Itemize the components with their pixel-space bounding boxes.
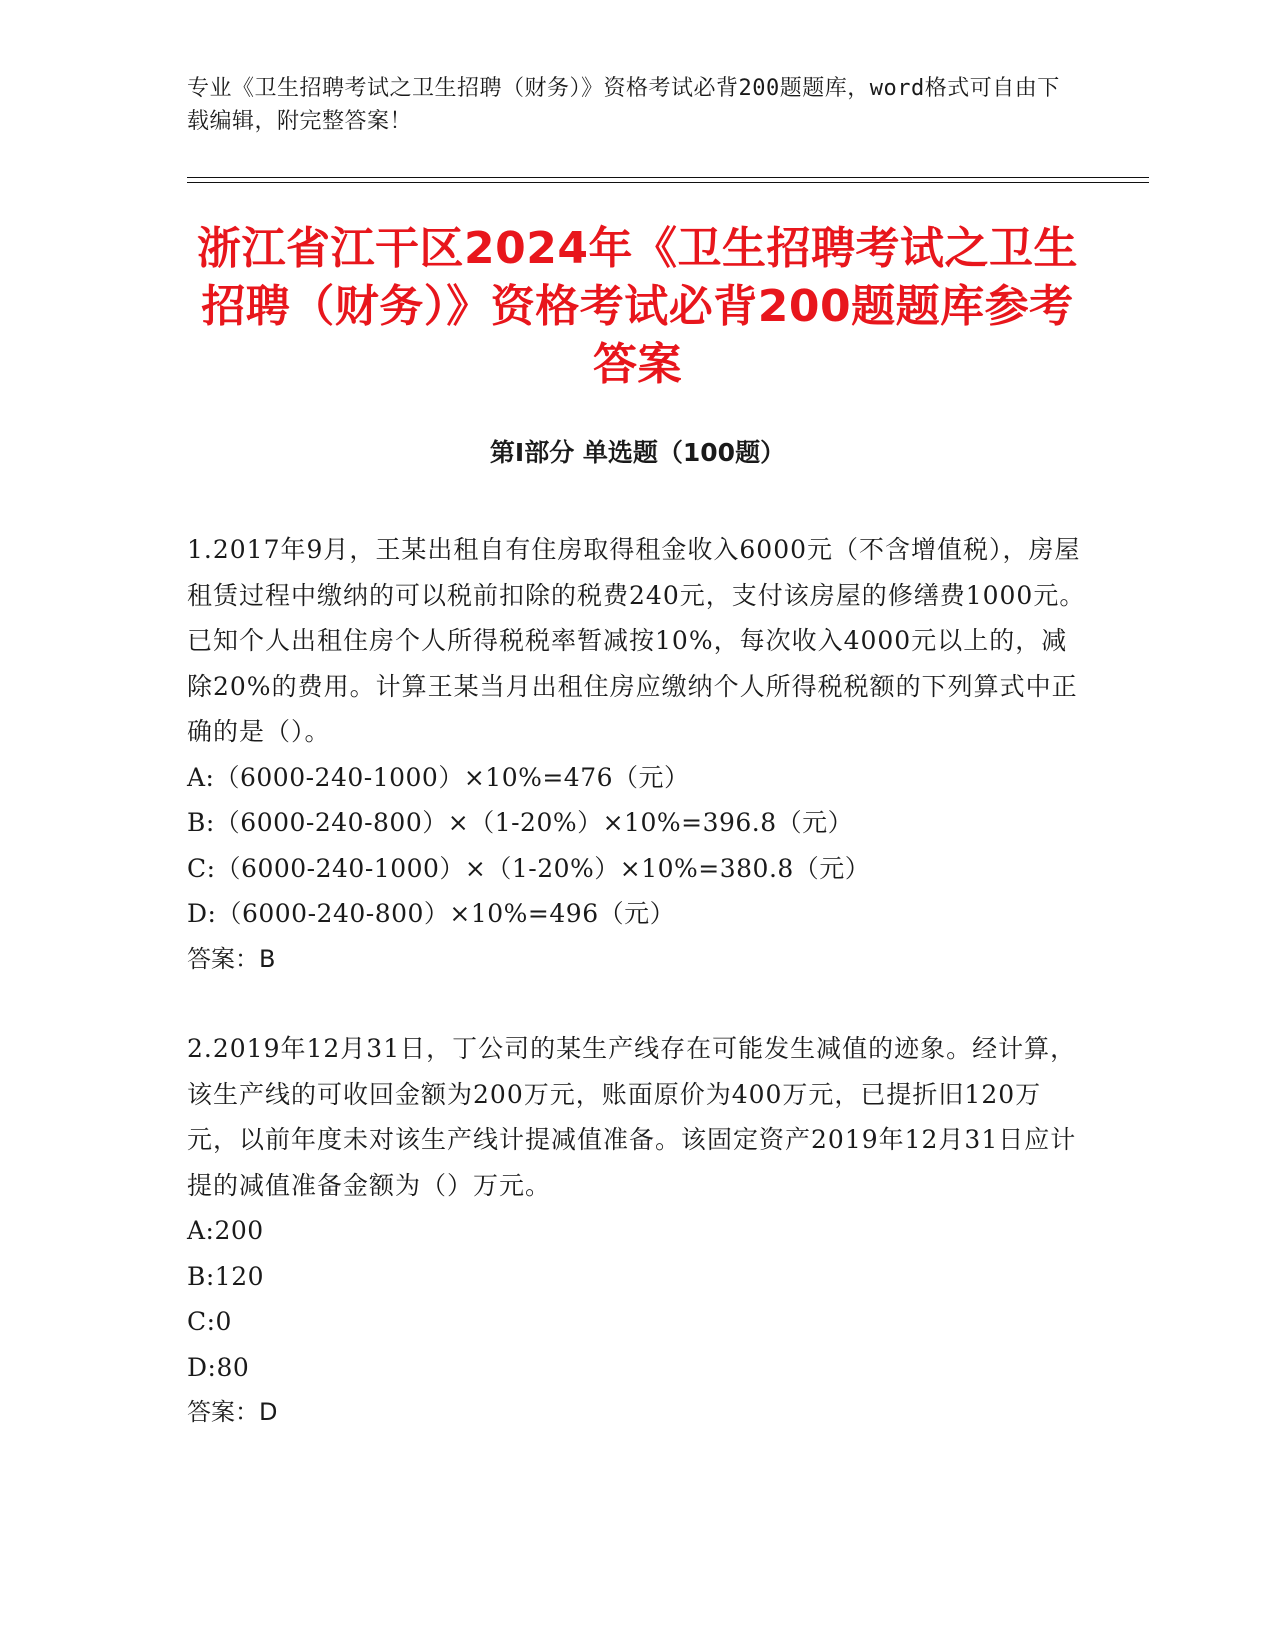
document-title: 浙江省江干区2024年《卫生招聘考试之卫生招聘（财务）》资格考试必背200题题库参考答案	[197, 223, 1078, 390]
option-a: A:（6000-240-1000）×10%=476（元）	[187, 762, 690, 792]
answer-text: 答案：B	[187, 944, 276, 973]
option-a: A:200	[187, 1216, 264, 1245]
section-title: 第I部分 单选题（100题）	[489, 438, 786, 467]
option-c: C:0	[187, 1307, 232, 1336]
question-item	[187, 1026, 1087, 1436]
option-c: C:（6000-240-1000）×（1-20%）×10%=380.8（元）	[187, 853, 871, 883]
option-d: D:80	[187, 1352, 250, 1382]
question-stem: 1.2017年9月，王某出租自有住房取得租金收入6000元（不含增值税），房屋租赁过程中缴纳的可以税前扣除的税费240元，支付该房屋的修缮费1000元。已知个人出租住房个人所得税税率暂减按10%，每次收入4000元以上的，减除20%的费用。计算王某当月出租住房应缴纳个人所得税税额的下列算式中正确的是（）。	[187, 535, 1086, 746]
header-divider-line	[187, 177, 1149, 178]
option-b: B:120	[187, 1261, 265, 1291]
question-stem: 2.2019年12月31日，丁公司的某生产线存在可能发生减值的迹象。经计算，该生产线的可收回金额为200万元，账面原价为400万元，已提折旧120万元，以前年度未对该生产线计提减值准备。该固定资产2019年12月31日应计提的减值准备金额为（）万元。	[187, 1034, 1077, 1200]
question-item	[187, 527, 1087, 982]
option-d: D:（6000-240-800）×10%=496（元）	[187, 899, 676, 928]
answer-text: 答案：D	[187, 1398, 278, 1426]
intro-text: 专业《卫生招聘考试之卫生招聘（财务）》资格考试必背200题题库，word格式可自由下载编辑，附完整答案！	[187, 76, 1060, 134]
header-divider-line	[187, 182, 1149, 183]
option-b: B:（6000-240-800）×（1-20%）×10%=396.8（元）	[187, 808, 854, 837]
